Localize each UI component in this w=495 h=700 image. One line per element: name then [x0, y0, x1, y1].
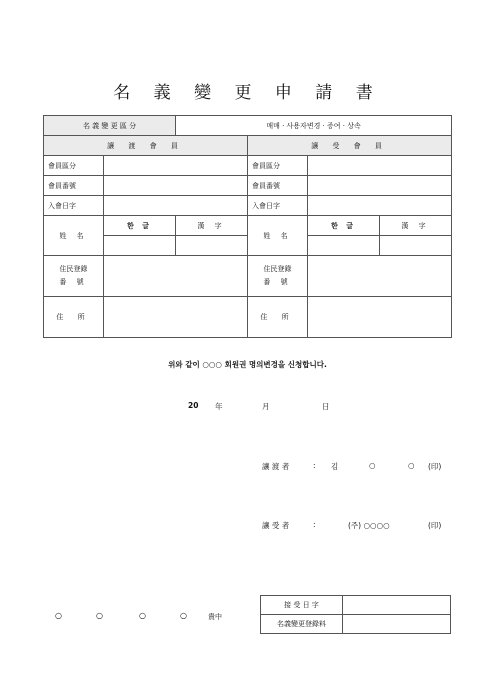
transferor-member-type-label: 會員區分: [44, 156, 104, 176]
transferee-resident-no-label: [248, 256, 308, 297]
addressee-circle-3: ○: [139, 611, 146, 620]
transferor-address-field[interactable]: [104, 297, 248, 338]
transferor-member-no-field[interactable]: [104, 176, 248, 196]
transferor-hangul-label: 한 글: [104, 216, 176, 236]
addressee-circle-1: ○: [55, 611, 62, 620]
transferee-join-date-field[interactable]: [308, 196, 452, 216]
transferor-hanja-field[interactable]: [176, 236, 248, 256]
transferee-member-type-field[interactable]: [308, 156, 452, 176]
resident-no-label-line2: 番 號: [263, 278, 292, 286]
category-value[interactable]: 매매 · 사용자변경 · 증여 · 상속: [176, 116, 452, 136]
fee-field[interactable]: [343, 615, 451, 634]
receipt-date-field[interactable]: [343, 596, 451, 615]
date-day-label: 日: [322, 402, 330, 411]
transferee-label: 讓 受 者: [262, 521, 290, 530]
date-month-label: 月: [262, 402, 270, 411]
transferee-seal: (印): [428, 521, 442, 530]
transferor-name: 김: [331, 462, 339, 471]
transferor-member-type-field[interactable]: [104, 156, 248, 176]
transferee-colon: :: [313, 520, 316, 529]
application-statement: 위와 같이 ○○○ 회원권 명의변경을 신청합니다.: [168, 360, 327, 369]
addressee-circle-2: ○: [96, 611, 103, 620]
transferor-join-date-field[interactable]: [104, 196, 248, 216]
fee-table: [260, 595, 451, 634]
transferee-name-label: 姓 名: [248, 216, 308, 256]
transferor-join-date-label: 入會日字: [44, 196, 104, 216]
fee-label: 名義變更登錄料: [261, 615, 343, 634]
date-year-prefix: 20: [188, 401, 199, 410]
date-year-label: 年: [215, 402, 223, 411]
transferee-hanja-label: 漢 字: [380, 216, 452, 236]
resident-no-label-line1: 住民登錄: [263, 265, 292, 273]
transferor-label: 讓 渡 者: [262, 462, 290, 471]
resident-no-label-line1: 住民登錄: [59, 265, 88, 273]
transferee-header: 讓 受 會 員: [248, 136, 452, 156]
transferor-seal: (印): [428, 462, 442, 471]
transferee-join-date-label: 入會日字: [248, 196, 308, 216]
transferor-name-circle1: ○: [369, 461, 376, 470]
transferor-hangul-field[interactable]: [104, 236, 176, 256]
transferee-company: (주) ○○○○: [348, 521, 390, 530]
transferee-member-type-label: 會員區分: [248, 156, 308, 176]
transferee-address-field[interactable]: [308, 297, 452, 338]
transferor-colon: :: [313, 461, 316, 470]
transferee-address-label: 住 所: [248, 297, 308, 338]
transferor-member-no-label: 會員番號: [44, 176, 104, 196]
application-form-table: [43, 115, 452, 338]
transferor-name-label: 姓 名: [44, 216, 104, 256]
transferee-member-no-field[interactable]: [308, 176, 452, 196]
transferor-header: 讓 渡 會 員: [44, 136, 248, 156]
transferee-hangul-field[interactable]: [308, 236, 380, 256]
transferor-resident-no-field[interactable]: [104, 256, 248, 297]
page-title: 名 義 變 更 申 請 書: [113, 83, 382, 103]
transferee-hanja-field[interactable]: [380, 236, 452, 256]
category-label: 名 義 變 更 區 分: [44, 116, 176, 136]
addressee-circle-4: ○: [180, 611, 187, 620]
transferee-resident-no-field[interactable]: [308, 256, 452, 297]
transferee-member-no-label: 會員番號: [248, 176, 308, 196]
transferor-name-circle2: ○: [408, 461, 415, 470]
transferor-address-label: 住 所: [44, 297, 104, 338]
resident-no-label-line2: 番 號: [59, 278, 88, 286]
transferee-hangul-label: 한 글: [308, 216, 380, 236]
transferor-hanja-label: 漢 字: [176, 216, 248, 236]
addressee-suffix: 貴中: [208, 613, 222, 621]
receipt-date-label: 接 受 日 字: [261, 596, 343, 615]
transferor-resident-no-label: [44, 256, 104, 297]
